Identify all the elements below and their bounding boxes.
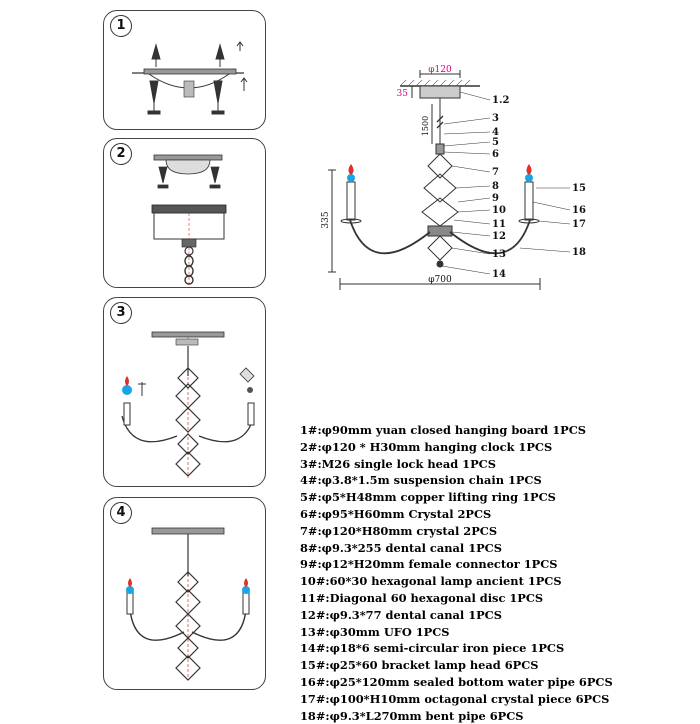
callout-3: 3 bbox=[492, 113, 499, 124]
callout-7: 7 bbox=[492, 167, 499, 178]
part-item-9: 9#:φ12*H20mm female connector 1PCS bbox=[300, 557, 558, 572]
part-item-6: 6#:φ95*H60mm Crystal 2PCS bbox=[300, 506, 492, 521]
callout-16: 16 bbox=[572, 205, 586, 216]
step-number-4: 4 bbox=[110, 502, 132, 524]
step-3-illustration bbox=[104, 298, 264, 486]
step-panel-3 bbox=[103, 297, 266, 487]
step-1-illustration bbox=[104, 11, 264, 129]
part-item-13: 13#:φ30mm UFO 1PCS bbox=[300, 624, 450, 639]
part-item-15: 15#:φ25*60 bracket lamp head 6PCS bbox=[300, 658, 539, 673]
step-panel-2 bbox=[103, 138, 266, 288]
callout-14: 14 bbox=[492, 269, 506, 280]
callout-18: 18 bbox=[572, 247, 586, 258]
part-item-10: 10#:60*30 hexagonal lamp ancient 1PCS bbox=[300, 574, 562, 589]
callout-15: 15 bbox=[572, 183, 586, 194]
callout-12: 12 bbox=[492, 231, 506, 242]
part-item-8: 8#:φ9.3*255 dental canal 1PCS bbox=[300, 540, 502, 555]
callout-4: 4 bbox=[492, 127, 499, 138]
step-2-illustration bbox=[104, 139, 264, 287]
step-number-2: 2 bbox=[110, 143, 132, 165]
part-item-4: 4#:φ3.8*1.5m suspension chain 1PCS bbox=[300, 473, 542, 488]
part-item-14: 14#:φ18*6 semi-circular iron piece 1PCS bbox=[300, 641, 565, 656]
dim-canopy-height: 35 bbox=[396, 89, 408, 99]
part-item-1: 1#:φ90mm yuan closed hanging board 1PCS bbox=[300, 423, 586, 437]
part-item-12: 12#:φ9.3*77 dental canal 1PCS bbox=[300, 607, 502, 622]
step-4-illustration bbox=[104, 498, 264, 688]
step-number-3: 3 bbox=[110, 302, 132, 324]
step-panel-1 bbox=[103, 10, 266, 130]
dim-overall-width: φ700 bbox=[428, 275, 452, 285]
dim-body-height: 335 bbox=[321, 211, 331, 229]
step-number-1: 1 bbox=[110, 15, 132, 37]
part-item-5: 5#:φ5*H48mm copper lifting ring 1PCS bbox=[300, 490, 556, 505]
callout-8: 8 bbox=[492, 181, 499, 192]
part-item-2: 2#:φ120 * H30mm hanging clock 1PCS bbox=[300, 439, 553, 454]
callout-13: 13 bbox=[492, 249, 506, 260]
part-item-11: 11#:Diagonal 60 hexagonal disc 1PCS bbox=[300, 590, 544, 605]
part-item-7: 7#:φ120*H80mm crystal 2PCS bbox=[300, 523, 498, 538]
dim-chain-length: 1500 bbox=[421, 115, 430, 137]
part-item-17: 17#:φ100*H10mm octagonal crystal piece 6PCS bbox=[300, 691, 610, 706]
callout-17: 17 bbox=[572, 219, 586, 230]
callout-9: 9 bbox=[492, 193, 499, 204]
part-item-18: 18#:φ9.3*L270mm bent pipe 6PCS bbox=[300, 708, 524, 723]
callout-6: 6 bbox=[492, 149, 499, 160]
callout-11: 11 bbox=[492, 219, 506, 230]
callout-10: 10 bbox=[492, 205, 506, 216]
dim-canopy-width: φ120 bbox=[428, 65, 452, 75]
chandelier-drawing bbox=[320, 62, 610, 292]
callout-5: 5 bbox=[492, 137, 499, 148]
part-item-16: 16#:φ25*120mm sealed bottom water pipe 6PCS bbox=[300, 674, 613, 689]
step-panel-4 bbox=[103, 497, 266, 690]
callout-1-2: 1.2 bbox=[492, 95, 510, 106]
part-item-3: 3#:M26 single lock head 1PCS bbox=[300, 456, 496, 471]
parts-list bbox=[300, 422, 695, 724]
